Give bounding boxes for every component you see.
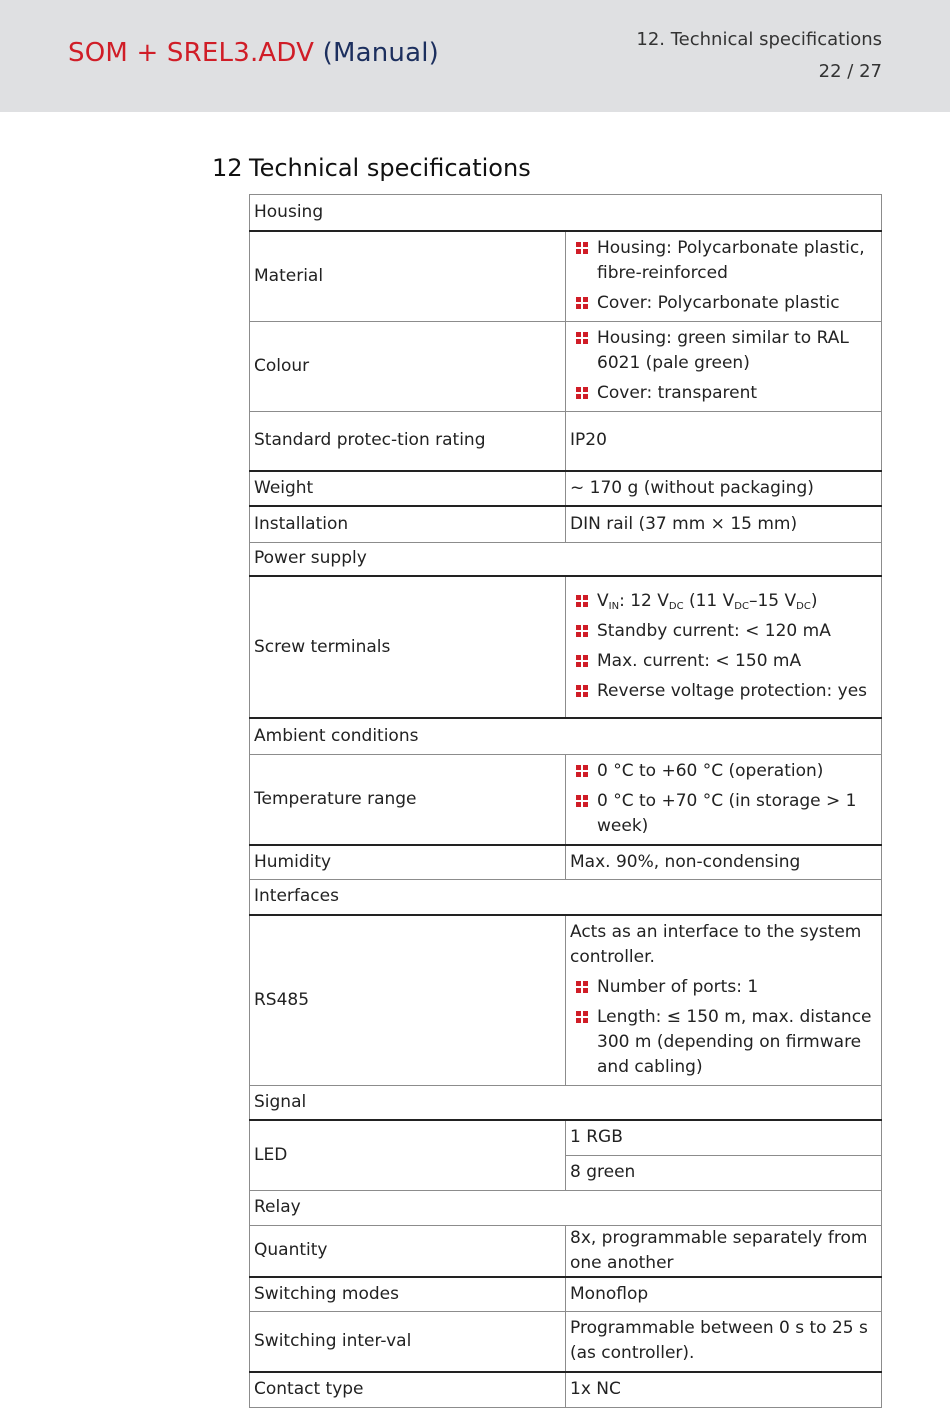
table-row [250, 506, 882, 542]
row-value-screw-terminals [566, 576, 882, 718]
table-section-row [250, 1085, 882, 1120]
spec-table [249, 194, 882, 1408]
row-label-contact-type: Contact type [250, 1372, 566, 1408]
temperature-label-text: Temperature range [254, 788, 417, 809]
brand-manual: (Manual) [322, 38, 439, 68]
list-item-vin: $V_{IN}$: 12 $V_{DC}$ (11 $V_{DC}-15$ $V_{DC}$) [570, 589, 877, 614]
row-label-colour: Colour [250, 321, 566, 411]
row-label-humidity: Humidity [250, 845, 566, 880]
table-row [250, 845, 882, 880]
table-section-row [250, 718, 882, 754]
table-row [250, 576, 882, 718]
row-value-installation: DIN rail (37 mm × 15 mm) [566, 506, 882, 542]
row-value-protection: IP20 [566, 411, 882, 471]
brand-title [68, 38, 439, 68]
row-value-contact-type: 1x NC [566, 1372, 882, 1408]
table-row [250, 1372, 882, 1408]
row-label-screw-terminals: Screw terminals [250, 576, 566, 718]
page-header [0, 0, 950, 112]
table-row [250, 1120, 882, 1155]
section-heading-power: Power supply [250, 542, 882, 576]
row-label-rs485: RS485 [250, 915, 566, 1086]
protection-label-text: Standard protec-tion rating [254, 430, 486, 451]
row-value-quantity: 8x, programmable separately from one another [566, 1225, 882, 1277]
rs485-intro: Acts as an interface to the system controller. [570, 921, 862, 967]
row-value-led-green: 8 green [566, 1155, 882, 1190]
row-value-material [566, 231, 882, 322]
row-value-switching-modes: Monoflop [566, 1277, 882, 1312]
row-value-switching-interval: Programmable between 0 s to 25 s (as controller). [566, 1312, 882, 1372]
row-label-temperature [250, 754, 566, 845]
section-heading-interfaces: Interfaces [250, 880, 882, 915]
section-heading-ambient: Ambient conditions [250, 718, 882, 754]
table-section-row [250, 1190, 882, 1225]
row-label-switching-modes: Switching modes [250, 1277, 566, 1312]
list-item: Cover: transparent [570, 381, 877, 406]
row-label-protection [250, 411, 566, 471]
table-row [250, 321, 882, 411]
chapter-title: Technical specifications [249, 154, 531, 182]
table-row [250, 915, 882, 1086]
row-label-weight: Weight [250, 471, 566, 506]
list-item: Standby current: < 120 mA [570, 619, 877, 644]
row-value-temperature [566, 754, 882, 845]
row-label-installation: Installation [250, 506, 566, 542]
table-row [250, 1225, 882, 1277]
list-item: Reverse voltage protection: yes [570, 679, 877, 704]
section-heading-signal: Signal [250, 1085, 882, 1120]
list-item: Housing: green similar to RAL 6021 (pale green) [570, 326, 877, 376]
table-section-row [250, 542, 882, 576]
row-value-weight: ~ 170 g (without packaging) [566, 471, 882, 506]
list-item: Housing: Polycarbonate plastic, fibre-reinforced [570, 236, 877, 286]
brand-product: SOM + SREL3.ADV [68, 38, 315, 68]
section-heading-relay: Relay [250, 1190, 882, 1225]
table-row [250, 754, 882, 845]
table-section-row [250, 880, 882, 915]
list-item: 0 °C to +60 °C (operation) [570, 759, 877, 784]
table-row [250, 471, 882, 506]
interval-label-text: Switching inter-val [254, 1330, 412, 1351]
row-label-material: Material [250, 231, 566, 322]
list-item: Number of ports: 1 [570, 975, 877, 1000]
row-value-humidity: Max. 90%, non-condensing [566, 845, 882, 880]
table-row [250, 1312, 882, 1372]
row-value-rs485 [566, 915, 882, 1086]
row-value-led-rgb: 1 RGB [566, 1120, 882, 1155]
chapter-heading [212, 154, 531, 182]
list-item: Length: ≤ 150 m, max. distance 300 m (depending on firmware and cabling) [570, 1005, 877, 1080]
table-row [250, 411, 882, 471]
row-label-switching-interval [250, 1312, 566, 1372]
chapter-number: 12 [212, 154, 243, 182]
table-row [250, 1277, 882, 1312]
list-item: Cover: Polycarbonate plastic [570, 291, 877, 316]
row-label-quantity: Quantity [250, 1225, 566, 1277]
header-page-number: 22 / 27 [818, 61, 882, 82]
table-row [250, 231, 882, 322]
table-section-row [250, 195, 882, 231]
row-label-led: LED [250, 1120, 566, 1190]
header-section-title: 12. Technical specifications [636, 29, 882, 50]
section-heading-housing: Housing [250, 195, 882, 231]
list-item: 0 °C to +70 °C (in storage > 1 week) [570, 789, 877, 839]
list-item: Max. current: < 150 mA [570, 649, 877, 674]
row-value-colour [566, 321, 882, 411]
